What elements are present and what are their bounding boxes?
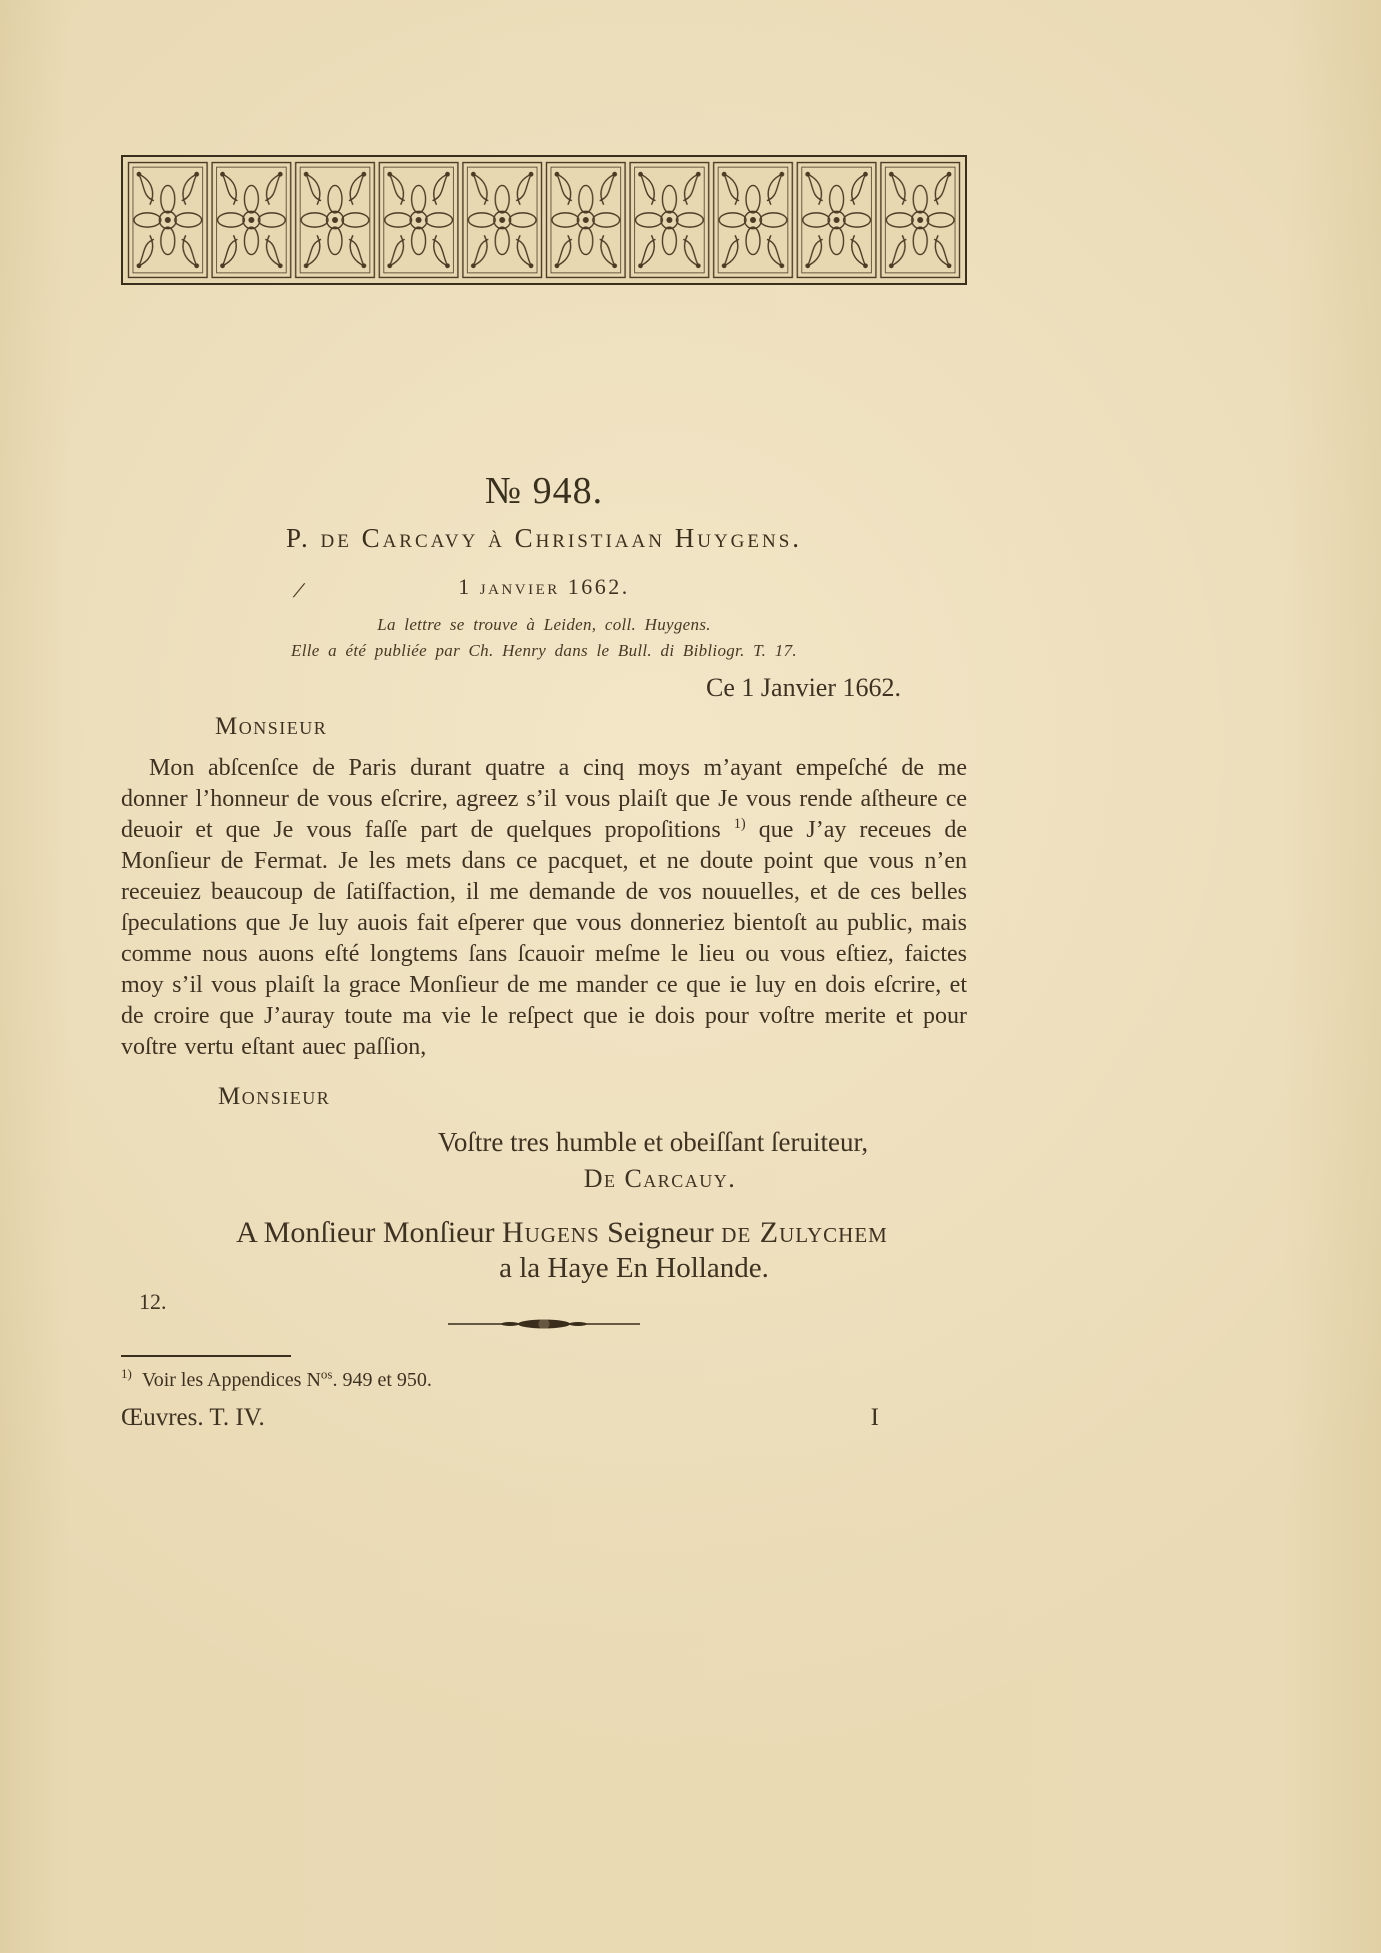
body-text-part2: que J’ay receues de Monſieur de Fermat. Je les mets dans ce pacquet, et ne doute point que vous n’en receuiez beaucoup de ſatiſfaction, il me demande de vos nouuelles, et de ces belles ſpeculations que Je luy auois fait eſperer que vous donneriez bientoſt au public, mais comme nous auons eſté longtems ſans ſcauoir meſme le lieu ou vous eſtiez, faictes moy s’il vous plaiſt la grace Monſieur de me mander ce que ie luy en dois eſcrire, et de croire que J’auray toute ma vie le reſpect que ie dois pour voſtre merite et pour voſtre vertu eſtant auec paſſion, bbox=[121, 817, 968, 1060]
body-text-part1: Mon abſcenſce de Paris durant quatre a cinq moys m’ayant empeſché de me donner l’honneur de vous eſcrire, agreez s’il vous plaiſt que Je vous rende aſtheure ce deuoir et que Je vous faſſe part de quelques propoſitions bbox=[121, 755, 967, 843]
scan-artifact-mark: / bbox=[292, 577, 305, 605]
closing-salutation: Monsieur bbox=[218, 1083, 331, 1110]
letter-body bbox=[121, 753, 967, 1063]
address-line-2: a la Haye En Hollande. bbox=[499, 1252, 769, 1284]
provenance-line-2: Elle a été publiée par Ch. Henry dans le Bull. di Bibliogr. T. 17. bbox=[291, 640, 797, 660]
provenance-note bbox=[121, 612, 967, 663]
footnote-text-pre: Voir les Appendices N bbox=[141, 1369, 321, 1391]
valediction: Voſtre tres humble et obeiſſant ſeruiteur, bbox=[437, 1127, 869, 1157]
footnote-reference: 1) bbox=[733, 816, 746, 832]
footnote-separator-rule bbox=[121, 1355, 291, 1357]
letter-title: P. de Carcavy à Christiaan Huygens. bbox=[285, 523, 803, 553]
address-part-zulychem: de Zulychem bbox=[721, 1216, 888, 1249]
address-part-seigneur: Seigneur bbox=[607, 1216, 714, 1249]
letter-number: № 948. bbox=[484, 470, 604, 512]
dateline: Ce 1 Janvier 1662. bbox=[706, 673, 901, 702]
page-content-column bbox=[121, 0, 967, 1432]
signature: De Carcauy. bbox=[583, 1164, 737, 1193]
address-part-hugens: Hugens bbox=[501, 1216, 600, 1249]
footnote-text-post: . 949 et 950. bbox=[332, 1369, 432, 1391]
ornament-frieze-graphic bbox=[126, 160, 962, 280]
letter-date-heading: 1 janvier 1662. bbox=[458, 574, 630, 599]
footer-series-title: Œuvres. T. IV. bbox=[121, 1404, 265, 1431]
divider-graphic bbox=[444, 1317, 644, 1331]
footnote-superscript-os: os bbox=[320, 1366, 333, 1382]
ornament-divider bbox=[121, 1317, 967, 1333]
page-footer bbox=[121, 1404, 967, 1432]
header-ornament-band bbox=[121, 155, 967, 285]
gathering-mark: 12. bbox=[139, 1289, 167, 1314]
footnote bbox=[121, 1366, 967, 1392]
address-line-1 bbox=[121, 1216, 967, 1250]
salutation: Monsieur bbox=[215, 713, 328, 740]
address-part-a-monsieur: A Monſieur Monſieur bbox=[236, 1216, 495, 1249]
provenance-line-1: La lettre se trouve à Leiden, coll. Huygens. bbox=[377, 615, 711, 634]
footnote-marker: 1) bbox=[121, 1366, 132, 1382]
footer-sheet-mark: I bbox=[870, 1404, 879, 1431]
